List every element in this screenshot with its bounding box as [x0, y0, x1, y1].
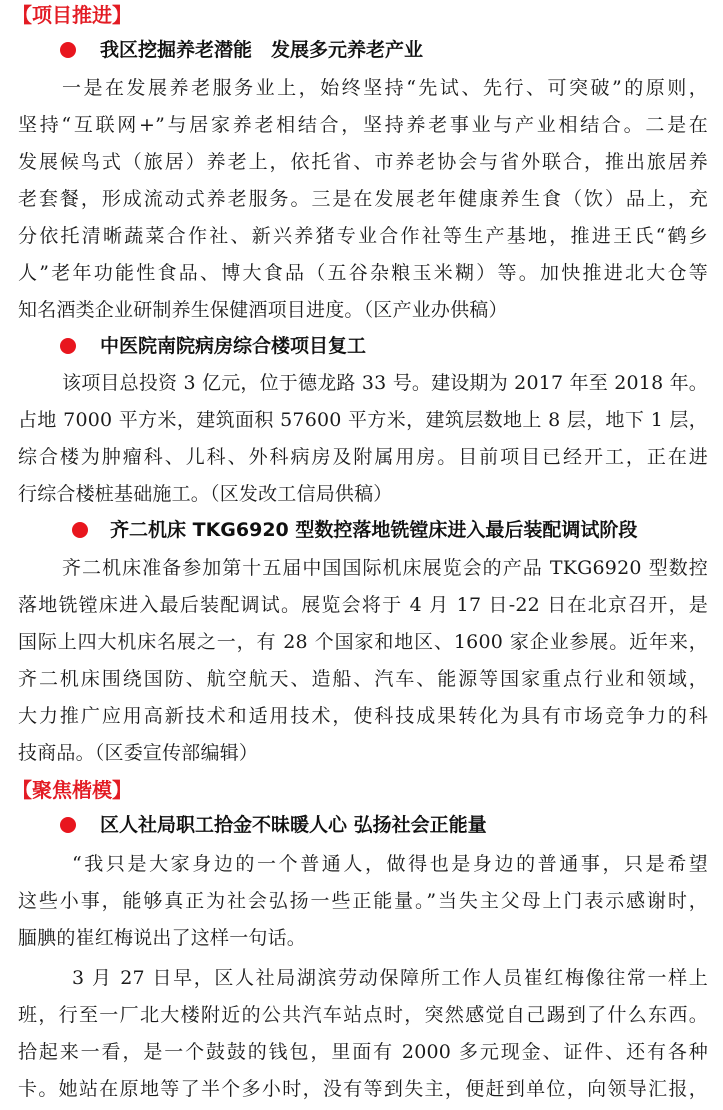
paragraph-line: 综合楼为肿瘤科、儿科、外科病房及附属用房。目前项目已经开工，正在进 — [18, 446, 708, 468]
paragraph-line: 分依托清晰蔬菜合作社、新兴养猪专业合作社等生产基地，推进王氏“鹤乡 — [18, 225, 708, 247]
paragraph-line: 3 月 27 日早，区人社局湖滨劳动保障所工作人员崔红梅像往常一样上 — [72, 967, 708, 989]
paragraph-line: 坚持“互联网+”与居家养老相结合，坚持养老事业与产业相结合。二是在 — [18, 114, 708, 136]
paragraph-line: 国际上四大机床名展之一，有 28 个国家和地区、1600 家企业参展。近年来， — [18, 631, 708, 653]
paragraph-line: 占地 7000 平方米，建筑面积 57600 平方米，建筑层数地上 8 层，地下 1 层， — [18, 409, 708, 431]
paragraph-line: “我只是大家身边的一个普通人，做得也是身边的普通事，只是希望 — [72, 853, 708, 875]
article-title: 区人社局职工拾金不昧暖人心 弘扬社会正能量 — [100, 814, 487, 836]
paragraph-line: 拾起来一看，是一个鼓鼓的钱包，里面有 2000 多元现金、证件、还有各种 — [18, 1041, 708, 1063]
section-header-role-models: 【聚焦楷模】 — [12, 778, 132, 802]
paragraph-line: 齐二机床围绕国防、航空航天、造船、汽车、能源等国家重点行业和领域， — [18, 668, 708, 690]
paragraph-line: 发展候鸟式（旅居）养老上，依托省、市养老协会与省外联合，推出旅居养 — [18, 151, 708, 173]
article-title: 中医院南院病房综合楼项目复工 — [100, 335, 367, 357]
bullet-icon — [60, 42, 76, 58]
paragraph-line: 行综合楼桩基础施工。（区发改工信局供稿） — [18, 483, 393, 505]
paragraph-line: 齐二机床准备参加第十五届中国国际机床展览会的产品 TKG6920 型数控 — [62, 557, 708, 579]
bullet-icon — [60, 817, 76, 833]
bullet-icon — [72, 522, 88, 538]
paragraph-line: 该项目总投资 3 亿元，位于德龙路 33 号。建设期为 2017 年至 2018 年。 — [62, 372, 708, 394]
paragraph-line: 落地铣镗床进入最后装配调试。展览会将于 4 月 17 日-22 日在北京召开，是 — [18, 594, 708, 616]
paragraph-line: 一是在发展养老服务业上，始终坚持“先试、先行、可突破”的原则， — [62, 77, 708, 99]
section-header-project-progress: 【项目推进】 — [12, 3, 132, 27]
paragraph-line: 卡。她站在原地等了半个多小时，没有等到失主，便赶到单位，向领导汇报， — [18, 1078, 708, 1100]
paragraph-line: 班，行至一厂北大楼附近的公共汽车站点时，突然感觉自己踢到了什么东西。 — [18, 1004, 708, 1026]
paragraph-line: 技商品。（区委宣传部编辑） — [18, 742, 259, 764]
paragraph-line: 知名酒类企业研制养生保健酒项目进度。（区产业办供稿） — [18, 299, 508, 321]
paragraph-line: 老套餐，形成流动式养老服务。三是在发展老年健康养生食（饮）品上，充 — [18, 188, 708, 210]
paragraph-line: 人”老年功能性食品、博大食品（五谷杂粮玉米糊）等。加快推进北大仓等 — [18, 262, 708, 284]
paragraph-line: 这些小事，能够真正为社会弘扬一些正能量。”当失主父母上门表示感谢时， — [18, 890, 708, 912]
article-title: 我区挖掘养老潜能 发展多元养老产业 — [100, 39, 424, 61]
paragraph-line: 腼腆的崔红梅说出了这样一句话。 — [18, 927, 307, 949]
paragraph-line: 大力推广应用高新技术和适用技术，使科技成果转化为具有市场竞争力的科 — [18, 705, 708, 727]
bullet-icon — [60, 338, 76, 354]
article-title: 齐二机床 TKG6920 型数控落地铣镗床进入最后装配调试阶段 — [110, 519, 638, 541]
